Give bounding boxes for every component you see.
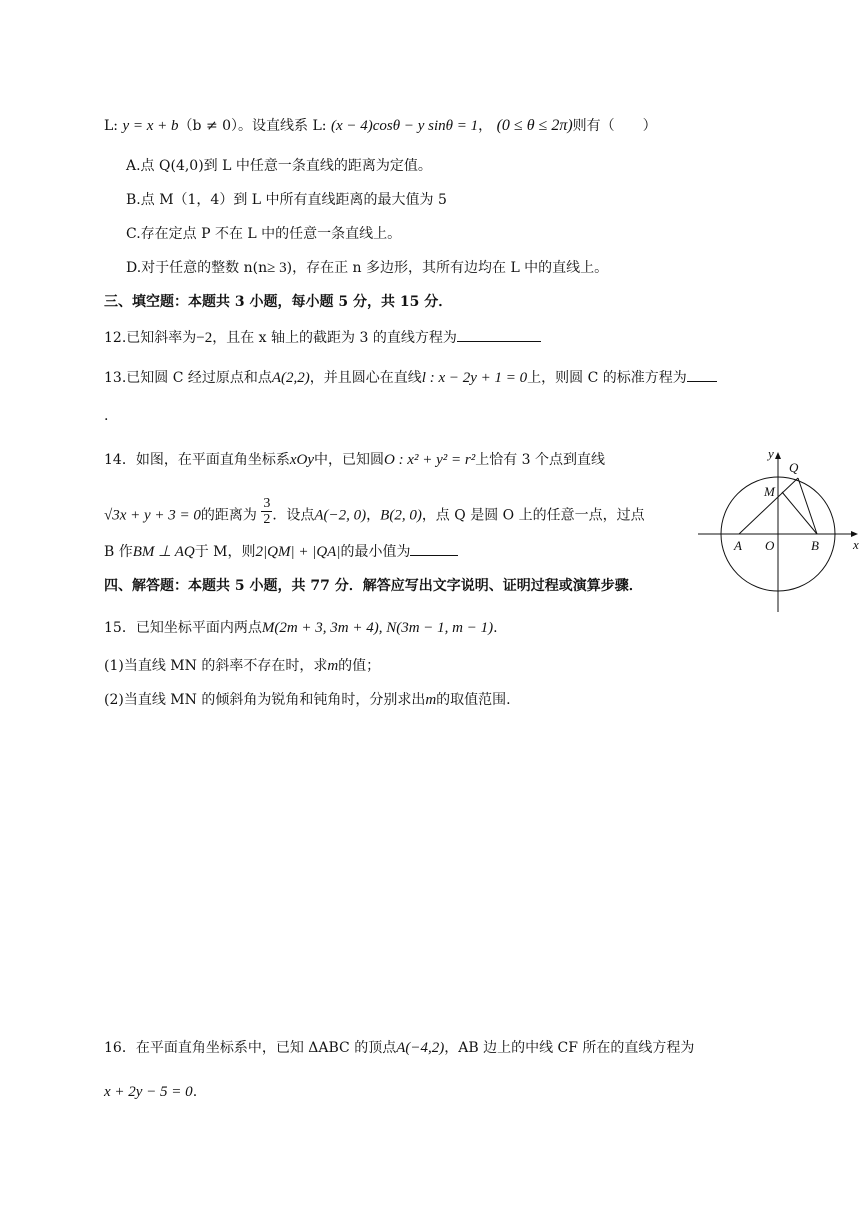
fraction-three-halves: $\frac{3}{2}$ [263, 496, 271, 527]
q11-option-c: C.存在定点 P 不在 L 中的任意一条直线上。 [126, 226, 402, 242]
segment-qb [798, 478, 817, 534]
label-a: A [734, 538, 742, 553]
label-o: O [765, 538, 775, 553]
label-m: M [764, 484, 775, 499]
q11-option-b: B.点 M（1，4）到 L 中所有直线距离的最大值为 5 [126, 192, 447, 208]
q13: 13.已知圆 C 经过原点和点A(2,2)，并且圆心在直线l : x − 2y + 1 = 0上，则圆 C 的标准方程为 [104, 366, 717, 388]
q13-trail: . [104, 408, 109, 424]
q15: 15．已知坐标平面内两点M(2m + 3, 3m + 4), N(3m − 1, m − 1). [104, 620, 498, 636]
q16: 16．在平面直角坐标系中，已知 ΔABC 的顶点A(−4,2)，AB 边上的中线 CF 所在的直线方程为 [104, 1040, 695, 1056]
label-q: Q [789, 460, 799, 475]
label-y: y [768, 446, 774, 461]
section4-title: 四、解答题：本题共 5 小题，共 77 分．解答应写出文字说明、证明过程或演算步骤． [104, 578, 643, 594]
y-axis-arrow [775, 452, 781, 459]
q11-option-a: A.点 Q(4,0)到 L 中任意一条直线的距离为定值。 [126, 158, 432, 174]
label-x: x [853, 537, 859, 552]
q16-line2: x + 2y − 5 = 0. [104, 1084, 198, 1100]
q14-line2: √3x + y + 3 = 0的距离为 $\frac{3}{2}$ ．设点A(−2, 0)，B(2, 0)，点 Q 是圆 O 上的任意一点，过点 [104, 496, 645, 527]
q14-answer-blank[interactable] [410, 540, 458, 556]
q14-circle-figure [698, 446, 864, 616]
q14-line1: 14．如图，在平面直角坐标系xOy中，已知圆O : x² + y² = r²上恰有 3 个点到直线 [104, 452, 606, 468]
segment-bm [782, 492, 817, 534]
label-b: B [811, 538, 819, 553]
q15-part2: (2)当直线 MN 的倾斜角为锐角和钝角时，分别求出m的取值范围. [104, 692, 511, 708]
q12: 12.已知斜率为−2，且在 x 轴上的截距为 3 的直线方程为 [104, 326, 541, 348]
q11-stem: L: y = x + b（b ≠ 0）。设直线系 L: (x − 4)cosθ − y sinθ = 1， (0 ≤ θ ≤ 2π)则有（ ） [104, 117, 657, 134]
q12-answer-blank[interactable] [457, 326, 541, 342]
q13-answer-blank[interactable] [687, 366, 717, 382]
q14-line3: B 作BM ⊥ AQ于 M，则2|QM| + |QA|的最小值为 [104, 540, 458, 562]
section3-title: 三、填空题：本题共 3 小题，每小题 5 分，共 15 分． [104, 294, 453, 310]
q11-option-d: D.对于任意的整数 n(n≥ 3)，存在正 n 多边形，其所有边均在 L 中的直线上。 [126, 260, 609, 276]
q15-part1: (1)当直线 MN 的斜率不存在时，求m的值； [104, 658, 381, 674]
